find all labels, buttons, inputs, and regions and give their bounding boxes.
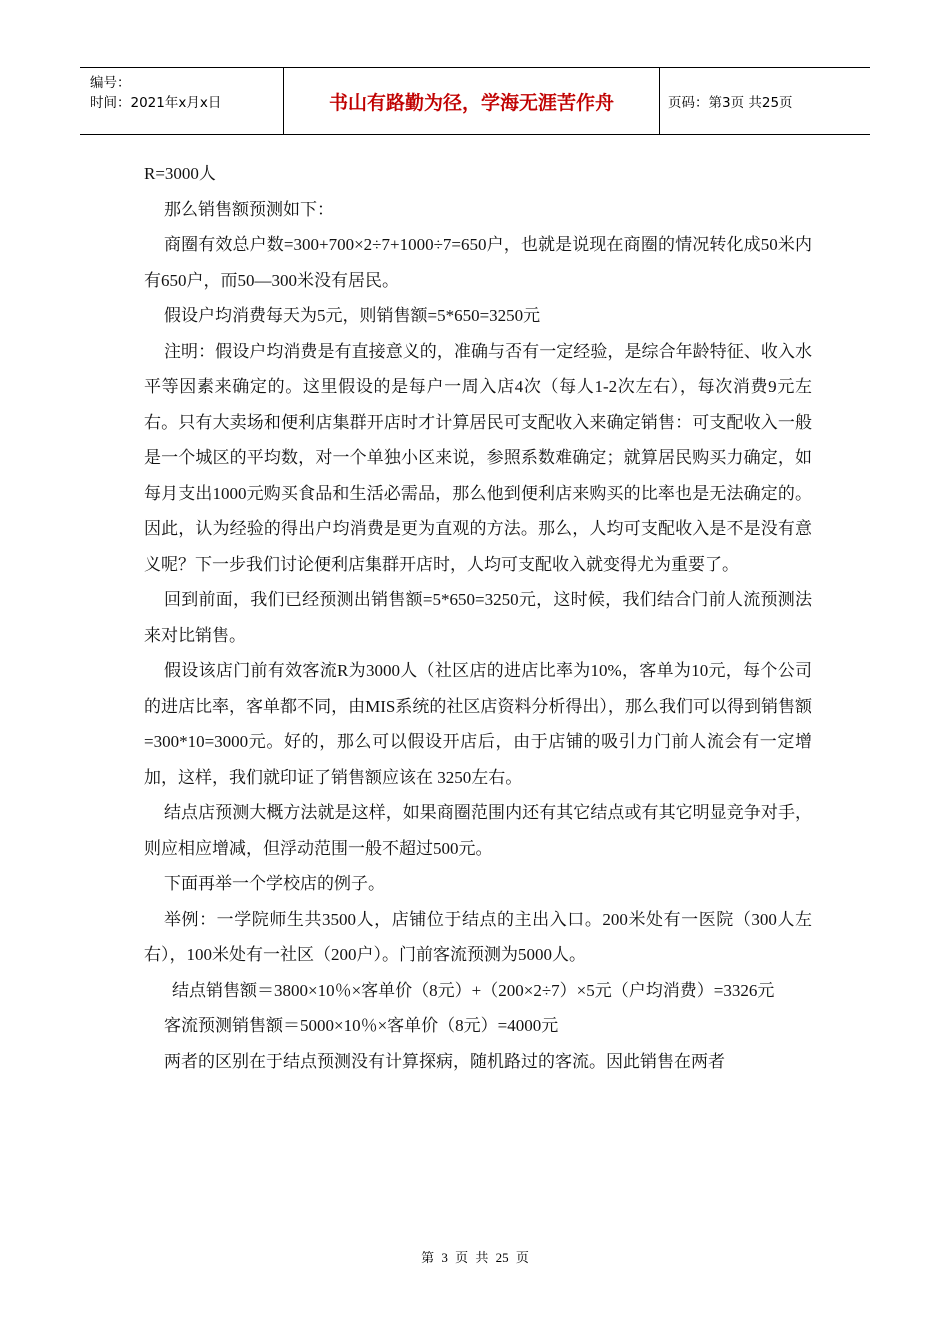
header-page-info: 页码：第3页 共25页 — [668, 95, 793, 111]
paragraph: 下面再举一个学校店的例子。 — [164, 874, 385, 893]
paragraph: 商圈有效总户数=300+700×2÷7+1000÷7=650户，也就是说现在商圈的情况转化成50米内有650户，而50—300米没有居民。 — [144, 235, 812, 290]
doc-date-label: 时间：2021年x月x日 — [90, 95, 222, 111]
paragraph: 那么销售额预测如下： — [164, 199, 334, 219]
paragraph: 结点店预测大概方法就是这样，如果商圈范围内还有其它结点或有其它明显竞争对手，则应相应增减，但浮动范围一般不超过500元。 — [144, 803, 812, 858]
paragraph: R=3000人 — [144, 164, 216, 183]
paragraph: 结点销售额＝3800×10％×客单价（8元）+（200×2÷7）×5元（户均消费）=3326元 — [172, 980, 775, 1000]
paragraph: 假设户均消费每天为5元，则销售额=5*650=3250元 — [164, 306, 541, 325]
paragraph: 注明：假设户均消费是有直接意义的，准确与否有一定经验，是综合年龄特征、收入水平等因素来确定的。这里假设的是每户一周入店4次（每人1-2次左右），每次消费9元左右。只有大卖场和便利店集群开店时才计算居民可支配收入来确定销售：可支配收入一般是一个城区的平均数，对一个单独小区来说，参照系数难确定；就算居民购买力确定，如每月支出1000元购买食品和生活必需品，那么他到便利店来购买的比率也是无法确定的。因此，认为经验的得出户均消费是更为直观的方法。那么，人均可支配收入是不是没有意义呢？下一步我们讨论便利店集群开店时，人均可支配收入就变得尤为重要了。 — [144, 341, 812, 574]
paragraph: 假设该店门前有效客流R为3000人（社区店的进店比率为10%，客单为10元，每个公司的进店比率，客单都不同，由MIS系统的社区店资料分析得出），那么我们可以得到销售额=300*10=3000元。好的，那么可以假设开店后，由于店铺的吸引力门前人流会有一定增加，这样，我们就印证了销售额应该在 3250左右。 — [144, 661, 812, 787]
paragraph: 回到前面，我们已经预测出销售额=5*650=3250元，这时候，我们结合门前人流预测法来对比销售。 — [144, 590, 812, 645]
paragraph: 举例：一学院师生共3500人，店铺位于结点的主出入口。200米处有一医院（300人左右），100米处有一社区（200户）。门前客流预测为5000人。 — [144, 909, 812, 964]
header-motto: 书山有路勤为径，学海无涯苦作舟 — [283, 68, 660, 134]
paragraph: 客流预测销售额＝5000×10％×客单价（8元）=4000元 — [164, 1016, 559, 1035]
page-footer: 第 3 页 共 25 页 — [421, 1250, 529, 1265]
paragraph: 两者的区别在于结点预测没有计算探病，随机路过的客流。因此销售在两者 — [164, 1051, 725, 1071]
document-body — [144, 156, 812, 1079]
doc-code-label: 编号： — [90, 75, 131, 91]
header-meta — [80, 68, 283, 134]
page-header — [80, 67, 870, 135]
